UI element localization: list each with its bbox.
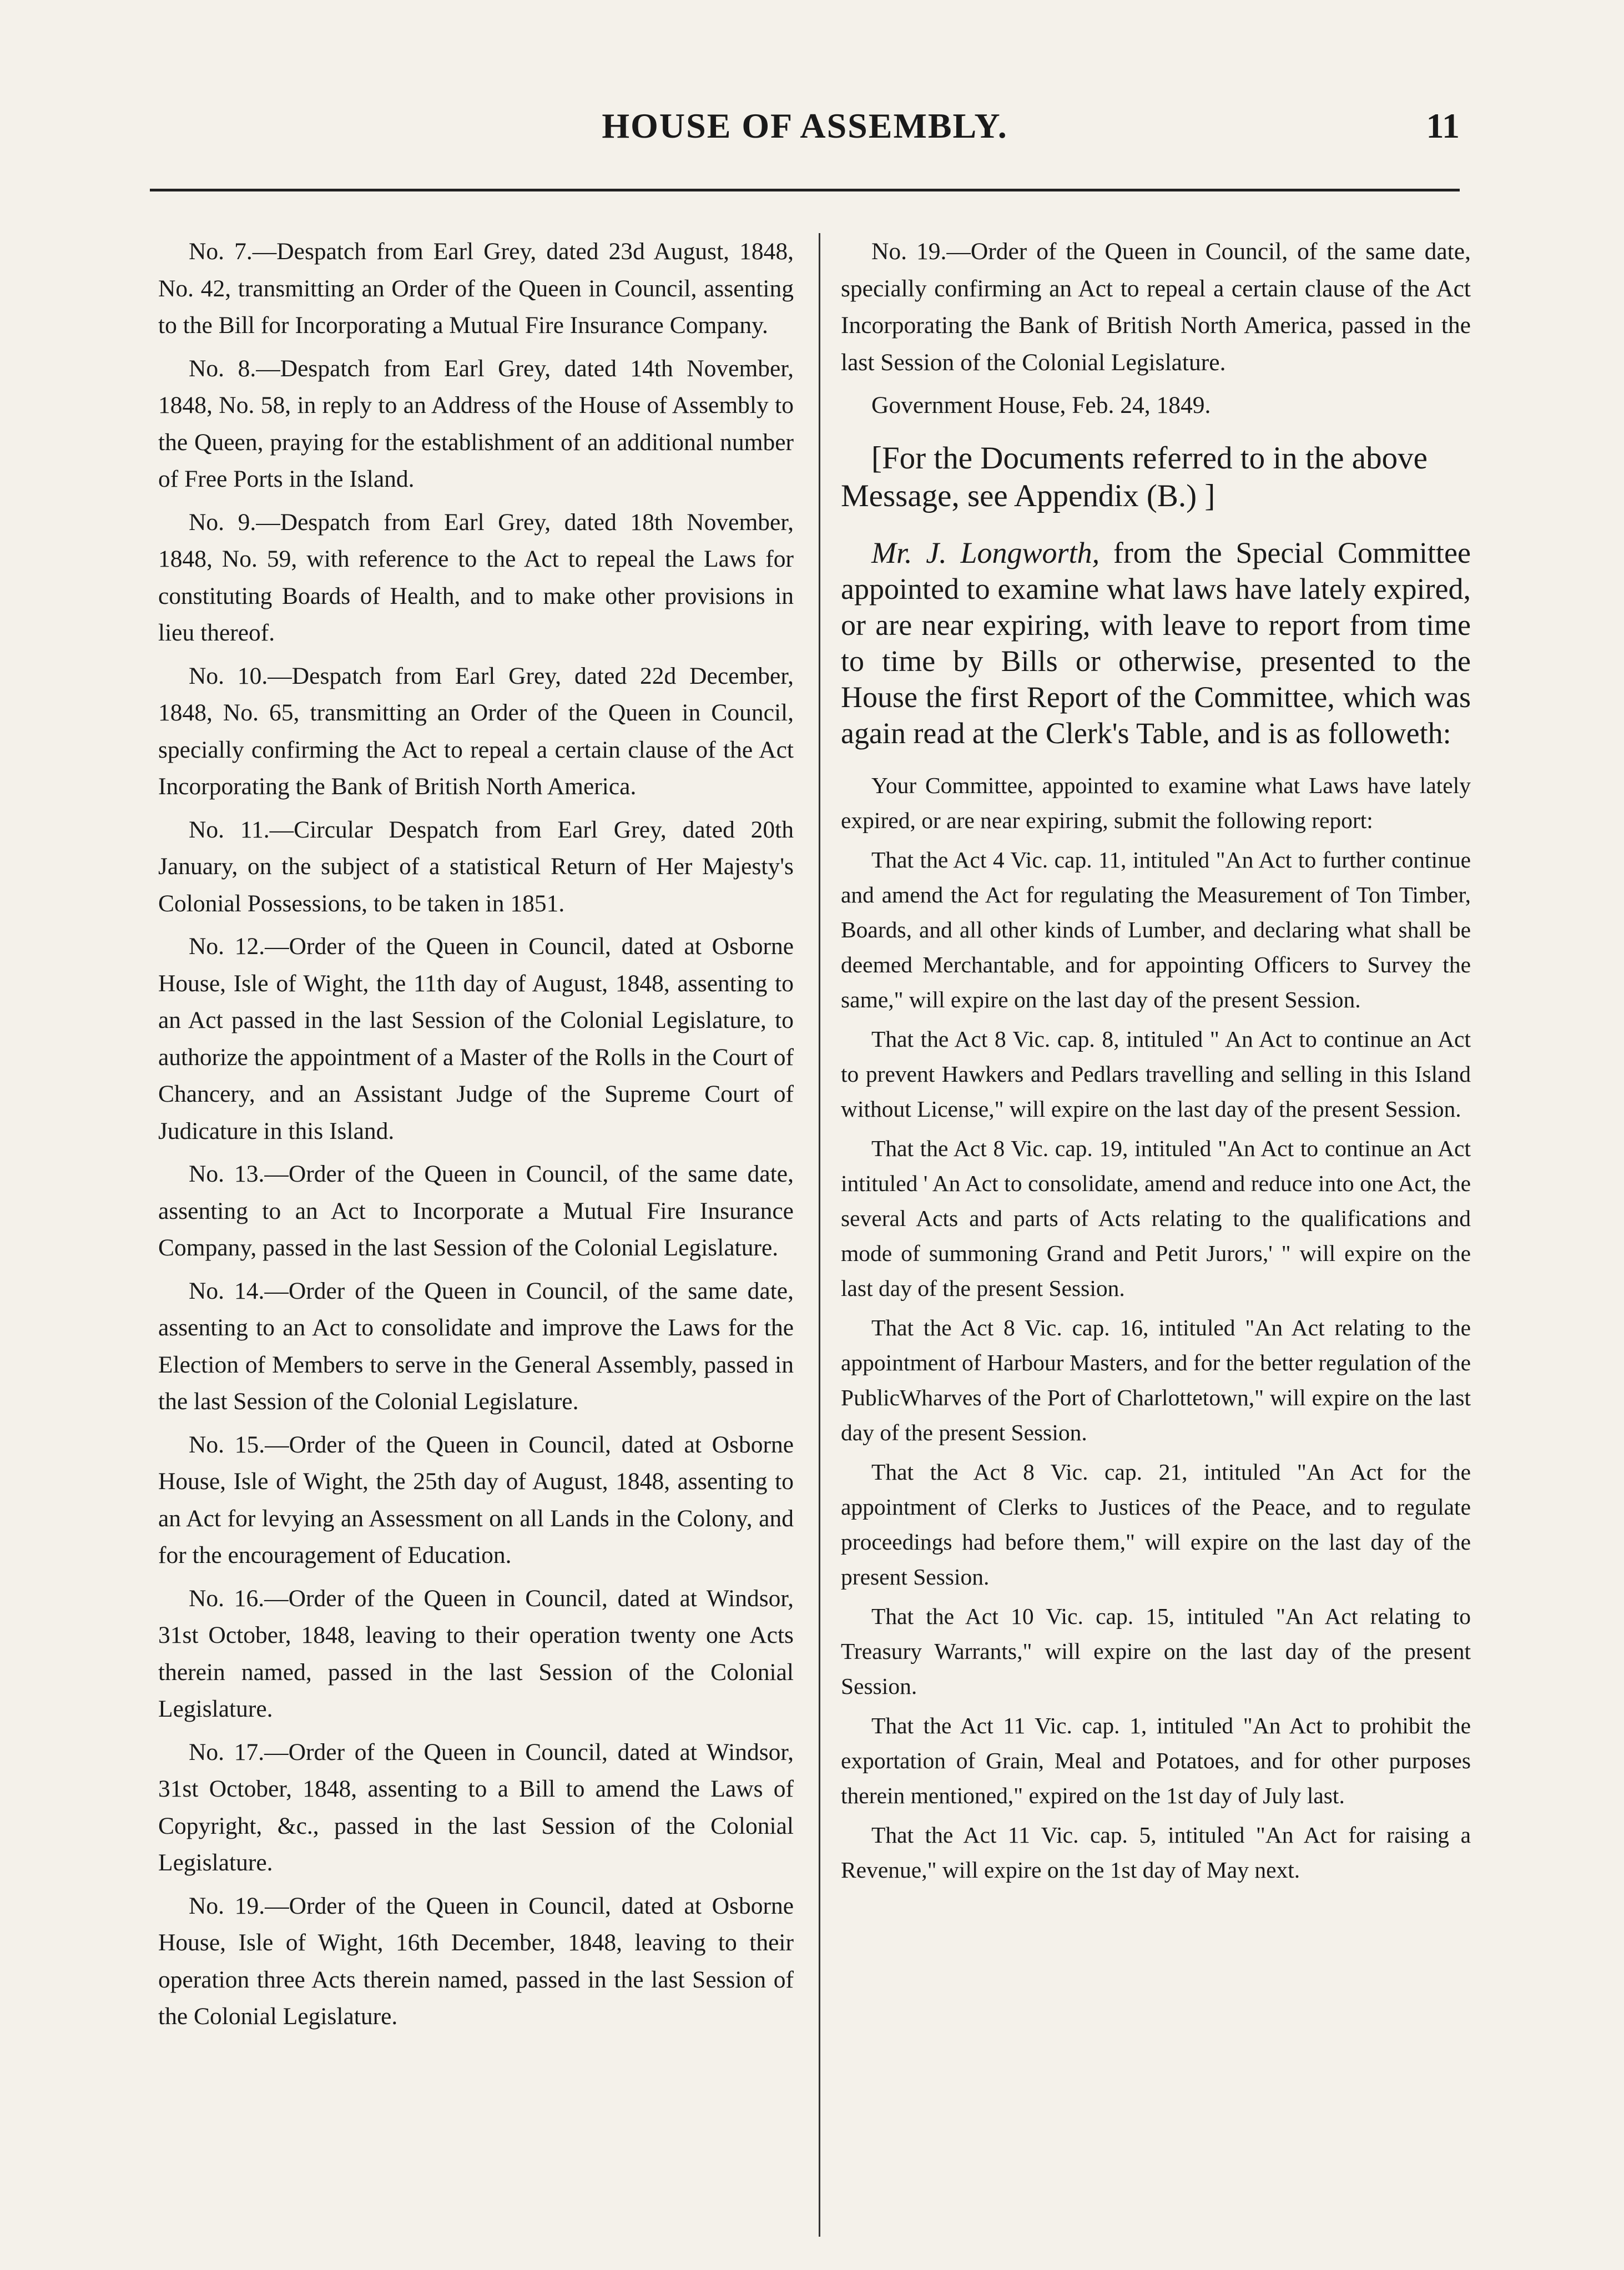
order-item-13: No. 13.—Order of the Queen in Council, of the same date, assenting to an Act to Incorporate a Mutual Fire Insurance Company, passed in the last Session of the Colonial Legislature. xyxy=(158,1161,794,1261)
order-item-16: No. 16.—Order of the Queen in Council, dated at Windsor, 31st October, 1848, leaving to their operation twenty one Acts therein named, passed in the last Session of the Colonial Legislature. xyxy=(158,1585,794,1722)
header-rule xyxy=(150,189,1460,191)
despatch-item-8: No. 8.—Despatch from Earl Grey, dated 14th November, 1848, No. 58, in reply to an Address of the House of Assembly to the Queen, praying for the establishment of an additional number of Free Ports in the Island. xyxy=(158,355,794,492)
committee-report-intro xyxy=(841,535,1471,751)
right-column xyxy=(841,233,1471,2242)
order-item-15: No. 15.—Order of the Queen in Council, dated at Osborne House, Isle of Wight, the 25th day of August, 1848, assenting to an Act for levying an Assessment on all Lands in the Colony, and for the encouragement of Education. xyxy=(158,1431,794,1568)
member-name: Mr. J. Longworth, xyxy=(871,536,1100,569)
report-item: That the Act 10 Vic. cap. 15, intituled "An Act relating to Treasury Warrants," will expire on the last day of the present Session. xyxy=(841,1603,1471,1699)
report-item: That the Act 11 Vic. cap. 5, intituled "An Act for raising a Revenue," will expire on the 1st day of May next. xyxy=(841,1822,1471,1883)
order-item-12: No. 12.—Order of the Queen in Council, dated at Osborne House, Isle of Wight, the 11th day of August, 1848, assenting to an Act passed in the last Session of the Colonial Legislature, to authorize the appointment of a Master of the Rolls in the Court of Chancery, and an Assistant Judge of the Supreme Court of Judicature in this Island. xyxy=(158,933,794,1144)
left-column xyxy=(158,233,794,2242)
report-item: That the Act 11 Vic. cap. 1, intituled "An Act to prohibit the exportation of Grain, Meal and Potatoes, and for other purposes therein mentioned," expired on the 1st day of July last. xyxy=(841,1712,1471,1808)
order-item-19: No. 19.—Order of the Queen in Council, dated at Osborne House, Isle of Wight, 16th December, 1848, leaving to their operation three Acts therein named, passed in the last Session of the Colonial Legislature. xyxy=(158,1892,794,2030)
report-item: That the Act 4 Vic. cap. 11, intituled "An Act to further continue and amend the Act for regulating the Measurement of Ton Timber, Boards, and all other kinds of Lumber, and declaring what shall be deemed Merchantable, and for appointing Officers to Survey the same," will expire on the last day of the present Session. xyxy=(841,846,1471,1012)
report-item: That the Act 8 Vic. cap. 19, intituled "An Act to continue an Act intituled ' An Act to consolidate, amend and reduce into one Act, the several Acts and parts of Acts relating to the qualifications and mode of summoning Grand and Petit Jurors,' " will expire on the last day of the present Session. xyxy=(841,1135,1471,1301)
order-item-14: No. 14.—Order of the Queen in Council, of the same date, assenting to an Act to consolidate and improve the Laws for the Election of Members to serve in the General Assembly, passed in the last Session of the Colonial Legislature. xyxy=(158,1277,794,1415)
despatch-item-9: No. 9.—Despatch from Earl Grey, dated 18th November, 1848, No. 59, with reference to the Act to repeal the Laws for constituting Boards of Health, and to make other provisions in lieu thereof. xyxy=(158,508,794,646)
despatch-item-10: No. 10.—Despatch from Earl Grey, dated 22d December, 1848, No. 65, transmitting an Order of the Queen in Council, specially confirming the Act to repeal a certain clause of the Act Incorporating the Bank of British North America. xyxy=(158,662,794,800)
report-preamble: Your Committee, appointed to examine what Laws have lately expired, or are near expiring, submit the following report: xyxy=(841,772,1471,833)
despatch-item-7: No. 7.—Despatch from Earl Grey, dated 23d August, 1848, No. 42, transmitting an Order of the Queen in Council, assenting to the Bill for Incorporating a Mutual Fire Insurance Company. xyxy=(158,238,794,339)
page-title: HOUSE OF ASSEMBLY. xyxy=(602,106,1008,145)
page-number: 11 xyxy=(1426,106,1460,145)
report-item: That the Act 8 Vic. cap. 8, intituled " An Act to continue an Act to prevent Hawkers and Pedlars travelling and selling in this Island without License," will expire on the last day of the present Session. xyxy=(841,1026,1471,1122)
report-item: That the Act 8 Vic. cap. 21, intituled "An Act for the appointment of Clerks to Justices of the Peace, and to regulate proceedings had before them," will expire on the last day of the present Session. xyxy=(841,1459,1471,1590)
report-item: That the Act 8 Vic. cap. 16, intituled "An Act relating to the appointment of Harbour Masters, and for the better regulation of the PublicWharves of the Port of Charlottetown," will expire on the last day of the present Session. xyxy=(841,1314,1471,1445)
despatch-item-11: No. 11.—Circular Despatch from Earl Grey, dated 20th January, on the subject of a statistical Return of Her Majesty's Colonial Possessions, to be taken in 1851. xyxy=(158,816,794,917)
intro-text: from the Special Committee appointed to examine what laws have lately expired, or are near expiring, with leave to report from time to time by Bills or otherwise, presented to the House the first Report of the Committee, which was again read at the Clerk's Table, and is as followeth: xyxy=(841,536,1471,750)
appendix-reference-note: [For the Documents referred to in the above Message, see Appendix (B.) ] xyxy=(841,440,1428,513)
column-divider xyxy=(819,233,820,2237)
dateline: Government House, Feb. 24, 1849. xyxy=(871,392,1211,418)
committee-report xyxy=(841,768,1471,1888)
order-item-19-continued: No. 19.—Order of the Queen in Council, of the same date, specially confirming an Act to repeal a certain clause of the Act Incorporating the Bank of British North America, passed in the last Session of the Colonial Legislature. xyxy=(841,238,1471,376)
order-item-17: No. 17.—Order of the Queen in Council, dated at Windsor, 31st October, 1848, assenting to a Bill to amend the Laws of Copyright, &c., passed in the last Session of the Colonial Legislature. xyxy=(158,1738,794,1876)
running-header xyxy=(150,105,1460,155)
